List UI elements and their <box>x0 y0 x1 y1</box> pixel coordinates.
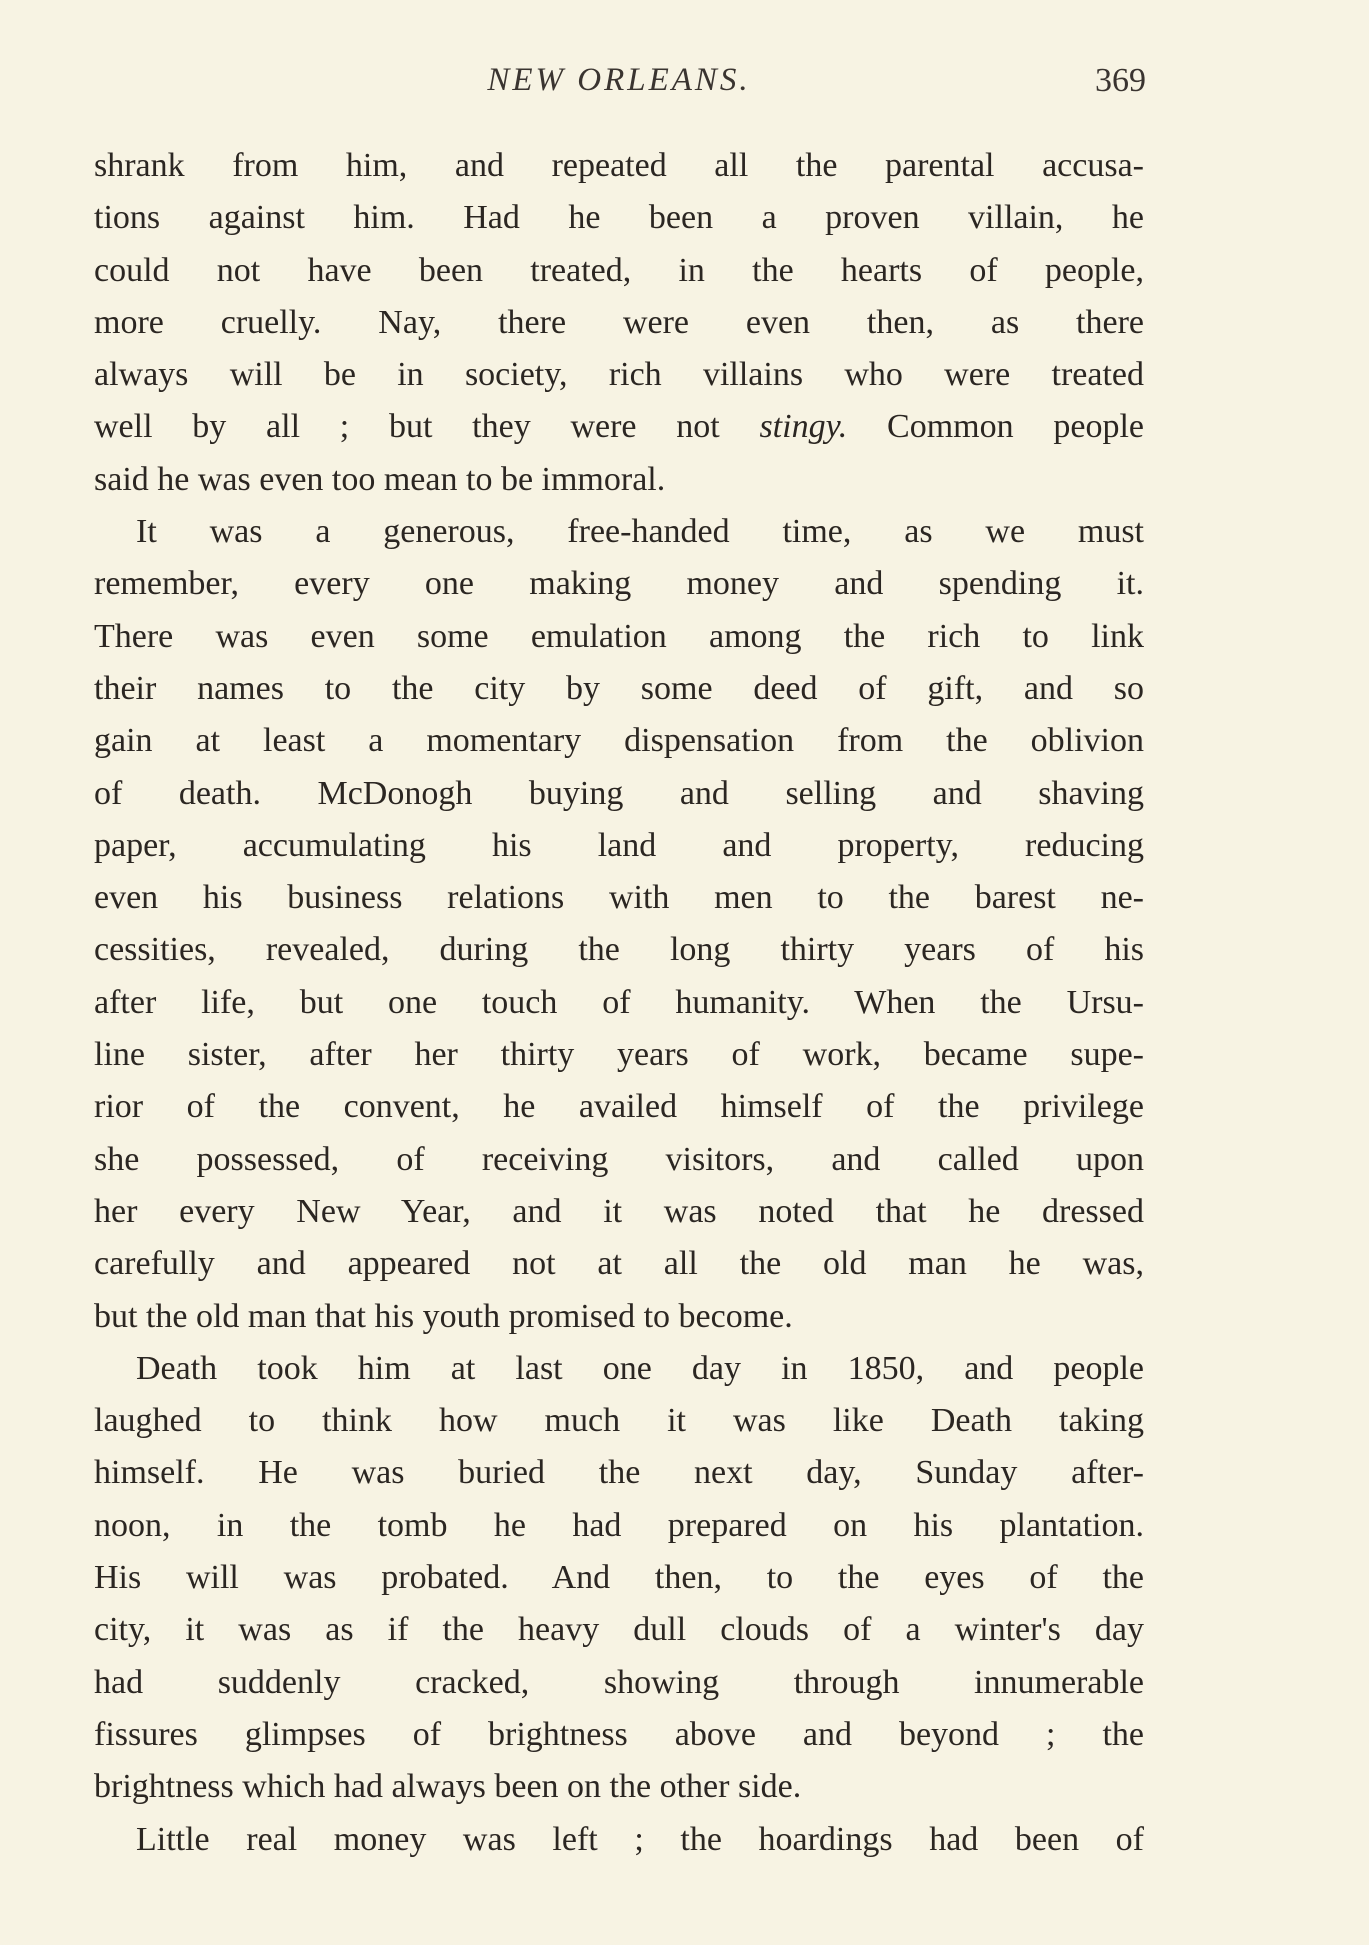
text-line: carefully and appeared not at all the old man he was, <box>94 1245 1144 1283</box>
text-line: her every New Year, and it was noted that he dressed <box>94 1192 1144 1230</box>
text-line: fissures glimpses of brightness above and beyond ; the <box>94 1715 1144 1753</box>
text-line: rior of the convent, he availed himself of the privilege <box>94 1088 1144 1126</box>
text-line <box>94 401 1144 453</box>
paragraph-end-line: but the old man that his youth promised to become. <box>94 1297 793 1335</box>
text-line: remember, every one making money and spending it. <box>94 565 1144 603</box>
text-line: of death. McDonogh buying and selling and shaving <box>94 774 1144 812</box>
paragraph-first-line: Little real money was left ; the hoardings had been of <box>136 1820 1144 1858</box>
text-line: paper, accumulating his land and property, reducing <box>94 826 1144 864</box>
text-line: their names to the city by some deed of gift, and so <box>94 669 1144 707</box>
running-head <box>94 62 1144 112</box>
paragraph-end-line: brightness which had always been on the other side. <box>94 1768 802 1806</box>
text-line: laughed to think how much it was like Death taking <box>94 1402 1144 1440</box>
text-line: even his business relations with men to the barest ne- <box>94 879 1144 917</box>
text-line: noon, in the tomb he had prepared on his plantation. <box>94 1506 1144 1544</box>
text-line: after life, but one touch of humanity. When the Ursu- <box>94 983 1144 1021</box>
text-line: she possessed, of receiving visitors, and called upon <box>94 1140 1144 1178</box>
italic-word: stingy. <box>759 408 848 446</box>
text-line: tions against him. Had he been a proven villain, he <box>94 199 1144 237</box>
text-segment: well by all ; but they were not <box>94 408 760 446</box>
text-line: himself. He was buried the next day, Sunday after- <box>94 1454 1144 1492</box>
paragraph-end-line: said he was even too mean to be immoral. <box>94 460 666 498</box>
text-line: There was even some emulation among the rich to link <box>94 617 1144 655</box>
text-line: city, it was as if the heavy dull clouds of a winter's day <box>94 1611 1144 1649</box>
body-text <box>94 140 1144 1866</box>
text-line: shrank from him, and repeated all the parental accusa- <box>94 147 1144 184</box>
text-line: always will be in society, rich villains who were treated <box>94 356 1144 394</box>
text-line: cessities, revealed, during the long thirty years of his <box>94 931 1144 969</box>
text-segment: Common people <box>847 408 1144 446</box>
page-number: 369 <box>1095 62 1146 99</box>
text-line: line sister, after her thirty years of work, became supe- <box>94 1036 1144 1074</box>
text-line: His will was probated. And then, to the eyes of the <box>94 1559 1144 1597</box>
text-line: more cruelly. Nay, there were even then, as there <box>94 303 1144 341</box>
text-line: had suddenly cracked, showing through innumerable <box>94 1663 1144 1701</box>
paragraph-first-line: Death took him at last one day in 1850, and people <box>136 1349 1144 1387</box>
running-title: NEW ORLEANS. <box>487 62 751 98</box>
text-line: gain at least a momentary dispensation from the oblivion <box>94 722 1144 760</box>
text-line: could not have been treated, in the hearts of people, <box>94 251 1144 289</box>
paragraph-first-line: It was a generous, free-handed time, as we must <box>136 513 1144 551</box>
